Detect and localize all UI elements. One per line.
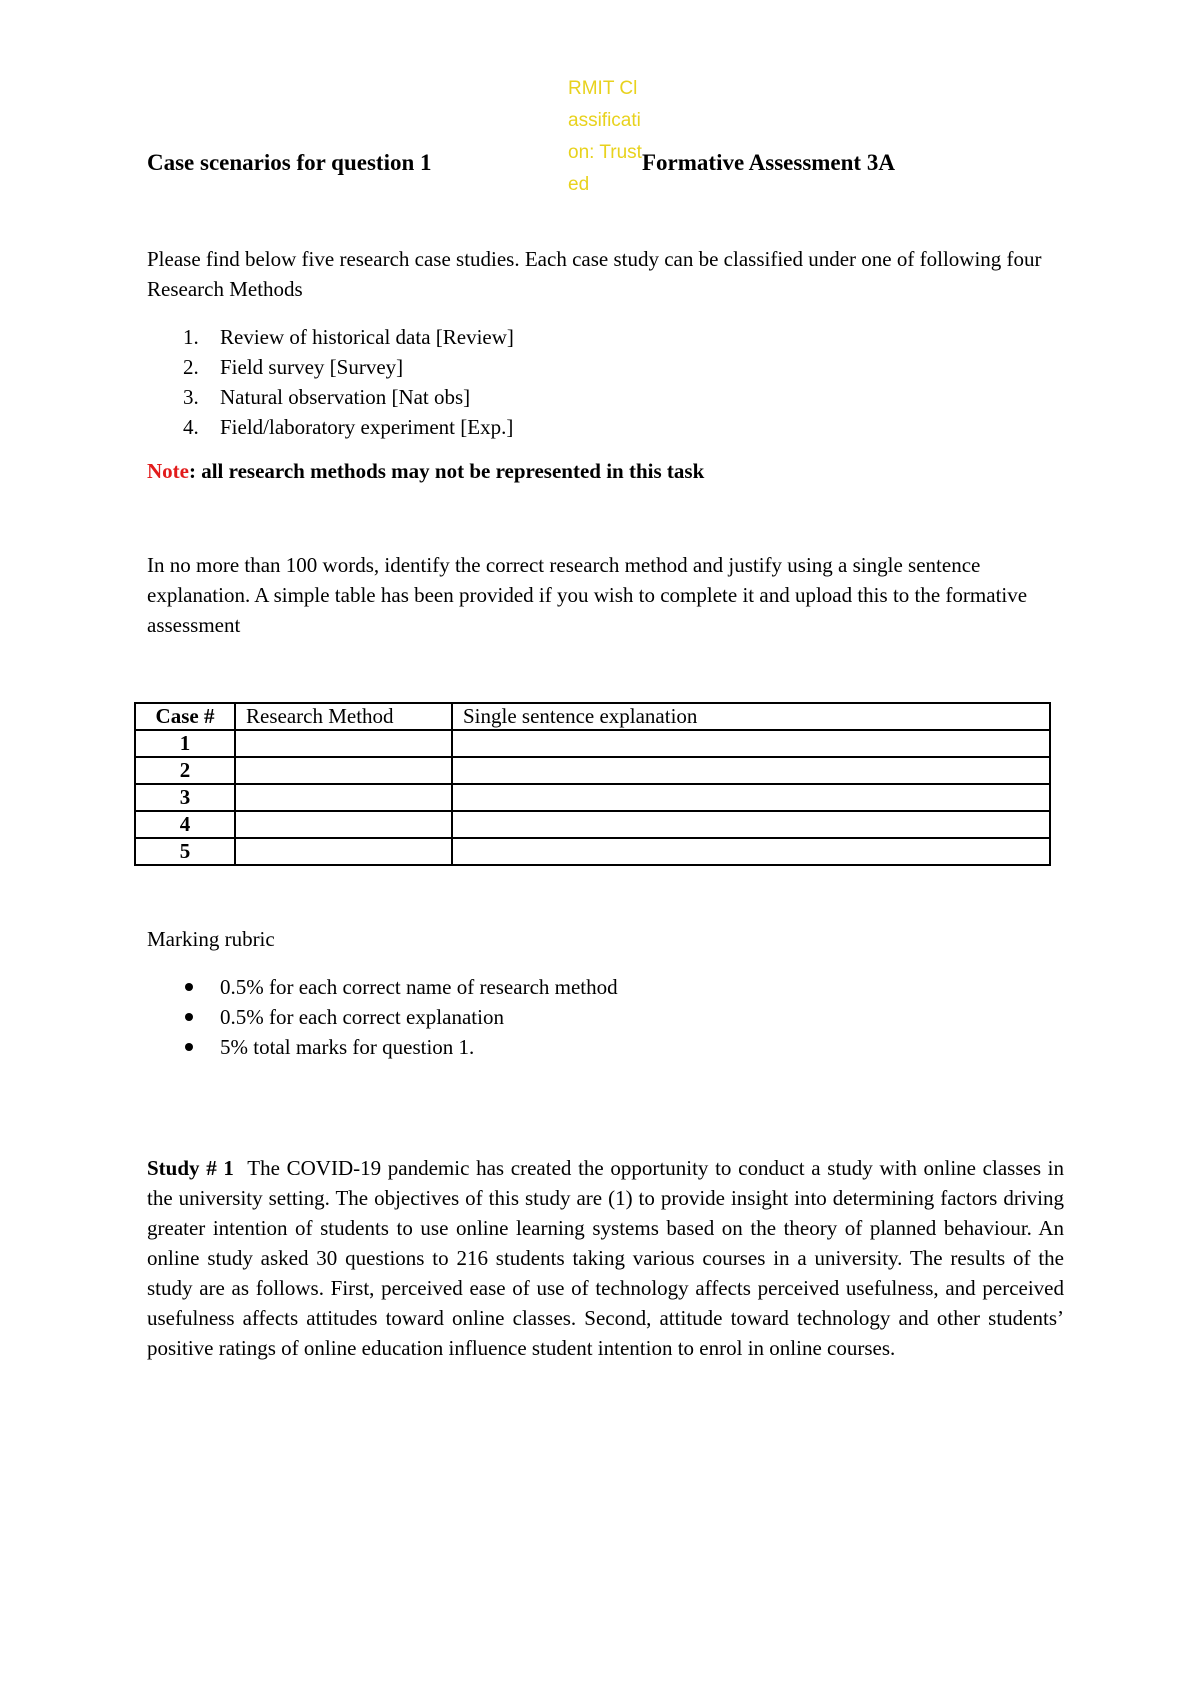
rubric-title: Marking rubric bbox=[147, 927, 275, 951]
method-cell[interactable] bbox=[235, 838, 452, 865]
explanation-cell[interactable] bbox=[452, 730, 1050, 757]
bullet-icon bbox=[185, 1043, 193, 1051]
list-number: 3. bbox=[183, 385, 199, 409]
rubric-item-text: 0.5% for each correct name of research method bbox=[220, 975, 618, 999]
table-row bbox=[135, 730, 1050, 757]
case-number-cell: 5 bbox=[135, 838, 235, 865]
list-item bbox=[147, 412, 514, 442]
list-item bbox=[147, 352, 514, 382]
list-item bbox=[147, 972, 618, 1002]
list-item bbox=[147, 1032, 618, 1062]
instructions-paragraph: In no more than 100 words, identify the correct research method and justify using a single sentence explanation. A simple table has been provided if you wish to complete it and upload this to the formative assessment bbox=[147, 553, 1028, 637]
list-item bbox=[147, 1002, 618, 1032]
page-title: Case scenarios for question 1 bbox=[147, 150, 432, 175]
study-1-paragraph bbox=[147, 1153, 1064, 1363]
method-label: Field/laboratory experiment [Exp.] bbox=[220, 415, 514, 439]
note-text: : all research methods may not be represented in this task bbox=[188, 459, 705, 483]
column-header-method: Research Method bbox=[235, 703, 452, 730]
research-methods-list bbox=[147, 322, 514, 442]
method-label: Natural observation [Nat obs] bbox=[220, 385, 471, 409]
list-item bbox=[147, 322, 514, 352]
table-row bbox=[135, 838, 1050, 865]
table-row bbox=[135, 757, 1050, 784]
intro-paragraph: Please find below five research case studies. Each case study can be classified under one of following four Research Methods bbox=[147, 247, 1042, 301]
method-cell[interactable] bbox=[235, 784, 452, 811]
explanation-cell[interactable] bbox=[452, 838, 1050, 865]
study-label: Study # 1 bbox=[147, 1156, 234, 1180]
list-number: 4. bbox=[183, 415, 199, 439]
classification-label: RMIT Classification: Trusted bbox=[568, 78, 642, 195]
note-label: Note bbox=[147, 459, 189, 483]
case-number-cell: 1 bbox=[135, 730, 235, 757]
bullet-icon bbox=[185, 983, 193, 991]
table-header-row bbox=[135, 703, 1050, 730]
method-cell[interactable] bbox=[235, 757, 452, 784]
method-label: Field survey [Survey] bbox=[220, 355, 404, 379]
list-number: 2. bbox=[183, 355, 199, 379]
list-item bbox=[147, 382, 514, 412]
case-number-cell: 4 bbox=[135, 811, 235, 838]
column-header-case: Case # bbox=[135, 703, 235, 730]
table-row bbox=[135, 811, 1050, 838]
rubric-item-text: 0.5% for each correct explanation bbox=[220, 1005, 504, 1029]
explanation-cell[interactable] bbox=[452, 757, 1050, 784]
method-label: Review of historical data [Review] bbox=[220, 325, 514, 349]
method-cell[interactable] bbox=[235, 811, 452, 838]
case-number-cell: 2 bbox=[135, 757, 235, 784]
rubric-list bbox=[147, 972, 618, 1062]
case-number-cell: 3 bbox=[135, 784, 235, 811]
answer-table bbox=[134, 702, 1051, 866]
method-cell[interactable] bbox=[235, 730, 452, 757]
column-header-explanation: Single sentence explanation bbox=[452, 703, 1050, 730]
explanation-cell[interactable] bbox=[452, 811, 1050, 838]
bullet-icon bbox=[185, 1013, 193, 1021]
explanation-cell[interactable] bbox=[452, 784, 1050, 811]
assessment-title: Formative Assessment 3A bbox=[642, 150, 895, 175]
note bbox=[147, 459, 704, 484]
list-number: 1. bbox=[183, 325, 199, 349]
table-row bbox=[135, 784, 1050, 811]
study-text: The COVID-19 pandemic has created the opportunity to conduct a study with online classes in the university setting. The objectives of this study are (1) to provide insight into determining factors driving greater intention of students to use online learning systems based on the theory of planned behaviour. An online study asked 30 questions to 216 students taking various courses in a university. The results of the study are as follows. First, perceived ease of use of technology affects perceived usefulness, and perceived usefulness affects attitudes toward online classes. Second, attitude toward technology and other students’ positive ratings of online education influence student intention to enrol in online courses. bbox=[147, 1156, 1065, 1360]
rubric-item-text: 5% total marks for question 1. bbox=[220, 1035, 475, 1059]
